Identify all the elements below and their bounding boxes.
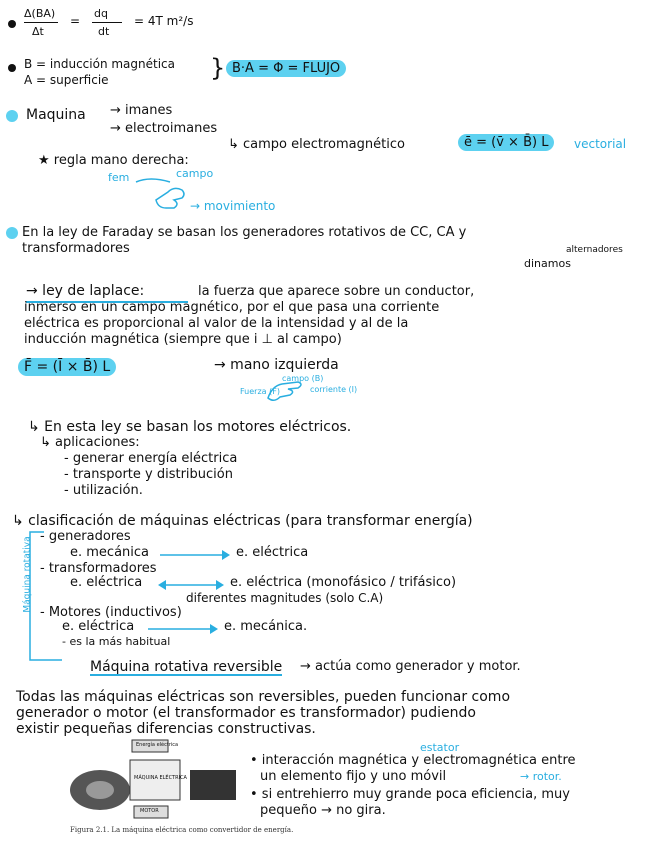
motores-app3: - utilización. — [64, 483, 143, 498]
estator-label: estator — [420, 741, 460, 754]
fig-box-top: Energía eléctrica — [136, 742, 179, 748]
faraday-alternadores: alternadores — [566, 245, 623, 255]
todas-line3: existir pequeñas diferencias constructivas. — [16, 721, 316, 737]
arrow-both — [158, 580, 224, 590]
mot-note: - es la más habitual — [62, 635, 171, 648]
formula-eq2: = 4T m²/s — [134, 14, 194, 28]
motores-line1: ↳ En esta ley se basan los motores eléctricos. — [28, 419, 352, 435]
flux-line1: B = inducción magnética — [24, 57, 176, 71]
clasificacion-title: ↳ clasificación de máquinas eléctricas (para transformar energía) — [12, 513, 473, 529]
laplace-fuerza: Fuerza (F) — [240, 387, 280, 396]
trans-to: e. eléctrica (monofásico / trifásico) — [230, 575, 457, 590]
laplace-line1: la fuerza que aparece sobre un conductor, — [198, 284, 475, 299]
fraction-bar — [92, 22, 122, 23]
motores-app2: - transporte y distribución — [64, 467, 233, 482]
bottom-b2a: • si entrehierro muy grande poca eficiencia, muy — [250, 787, 570, 802]
laplace-mano: → mano izquierda — [214, 357, 339, 373]
formula-den1: Δt — [32, 25, 44, 38]
faraday-line1: En la ley de Faraday se basan los generadores rotativos de CC, CA y — [22, 225, 467, 240]
formula-num2: dq — [94, 7, 108, 20]
bottom-b1a: • interacción magnética y electromagnética entre — [250, 753, 576, 768]
maquina-label: Maquina — [26, 107, 86, 123]
regla-fem: fem — [108, 171, 130, 184]
trans-note: diferentes magnitudes (solo C.A) — [186, 591, 384, 605]
vectorial-label: vectorial — [574, 137, 627, 151]
bullet-dot — [8, 64, 16, 72]
fig-box-center: MÁQUINA ELÉCTRICA — [134, 775, 187, 781]
laplace-formula: F̄ = (Ī × B̄) L — [18, 358, 116, 376]
bullet-dot-cyan — [6, 110, 18, 122]
arrow-right — [148, 624, 218, 634]
laplace-line2: inmerso en un campo magnético, por el que pasa una corriente — [24, 300, 440, 315]
bottom-b1b: un elemento fijo y uno móvil — [260, 769, 447, 784]
bullet-dot-cyan — [6, 227, 18, 239]
formula-eq1: = — [70, 14, 81, 28]
laplace-line3: eléctrica es proporcional al valor de la intensidad y al de la — [24, 316, 409, 331]
mot-label: - Motores (inductivos) — [40, 605, 182, 620]
bullet-dot — [8, 20, 16, 28]
todas-line2: generador o motor (el transformador es transformador) pudiendo — [16, 705, 476, 721]
reversible-tail: → actúa como generador y motor. — [300, 659, 521, 674]
mot-to: e. mecánica. — [224, 619, 308, 634]
regla-title: ★ regla mano derecha: — [38, 153, 189, 168]
trans-from: e. eléctrica — [70, 575, 143, 590]
regla-movimiento: → movimiento — [190, 199, 276, 213]
trans-label: - transformadores — [40, 561, 157, 576]
flux-formula: B·A = Φ = FLUJO — [226, 60, 346, 77]
side-label: Máquina rotativa — [22, 536, 33, 613]
fraction-bar — [24, 22, 58, 23]
fig-box-bottom: MOTOR — [140, 808, 159, 814]
maquina-item1: → imanes — [110, 103, 173, 118]
campo-formula: ē = (v̄ × B̄) L — [458, 134, 554, 151]
maquina-item2: → electroimanes — [110, 121, 218, 136]
todas-line1: Todas las máquinas eléctricas son reversibles, pueden funcionar como — [16, 689, 511, 705]
formula-num1: Δ(BA) — [24, 7, 56, 20]
laplace-title: → ley de laplace: — [26, 283, 145, 299]
brace: } — [210, 54, 226, 82]
bracket-line — [14, 530, 74, 670]
laplace-line4: inducción magnética (siempre que i ⊥ al campo) — [24, 332, 342, 347]
rotor-label: → rotor. — [520, 770, 562, 783]
machine-diagram — [40, 740, 240, 830]
laplace-corriente: corriente (I) — [310, 385, 358, 394]
reversible-label: Máquina rotativa reversible — [90, 659, 283, 675]
figure-caption: Figura 2.1. La máquina eléctrica como convertidor de energía. — [70, 826, 294, 834]
gen-to: e. eléctrica — [236, 545, 309, 560]
regla-campo: campo — [176, 167, 214, 180]
faraday-line2: transformadores — [22, 241, 130, 256]
gen-label: - generadores — [40, 529, 131, 544]
gen-from: e. mecánica — [70, 545, 150, 560]
bottom-b2b: pequeño → no gira. — [260, 803, 386, 818]
flux-line2: A = superficie — [24, 73, 109, 87]
mot-from: e. eléctrica — [62, 619, 135, 634]
formula-den2: dt — [98, 25, 110, 38]
machine-figure — [40, 740, 240, 840]
maquina-campo: ↳ campo electromagnético — [228, 137, 405, 152]
laplace-campo-b: campo (B) — [282, 374, 324, 383]
faraday-dinamos: dinamos — [524, 257, 571, 270]
motores-app1: - generar energía eléctrica — [64, 451, 238, 466]
motores-apps: ↳ aplicaciones: — [40, 435, 140, 450]
arrow-right — [160, 550, 230, 560]
left-hand-icon — [262, 378, 312, 410]
